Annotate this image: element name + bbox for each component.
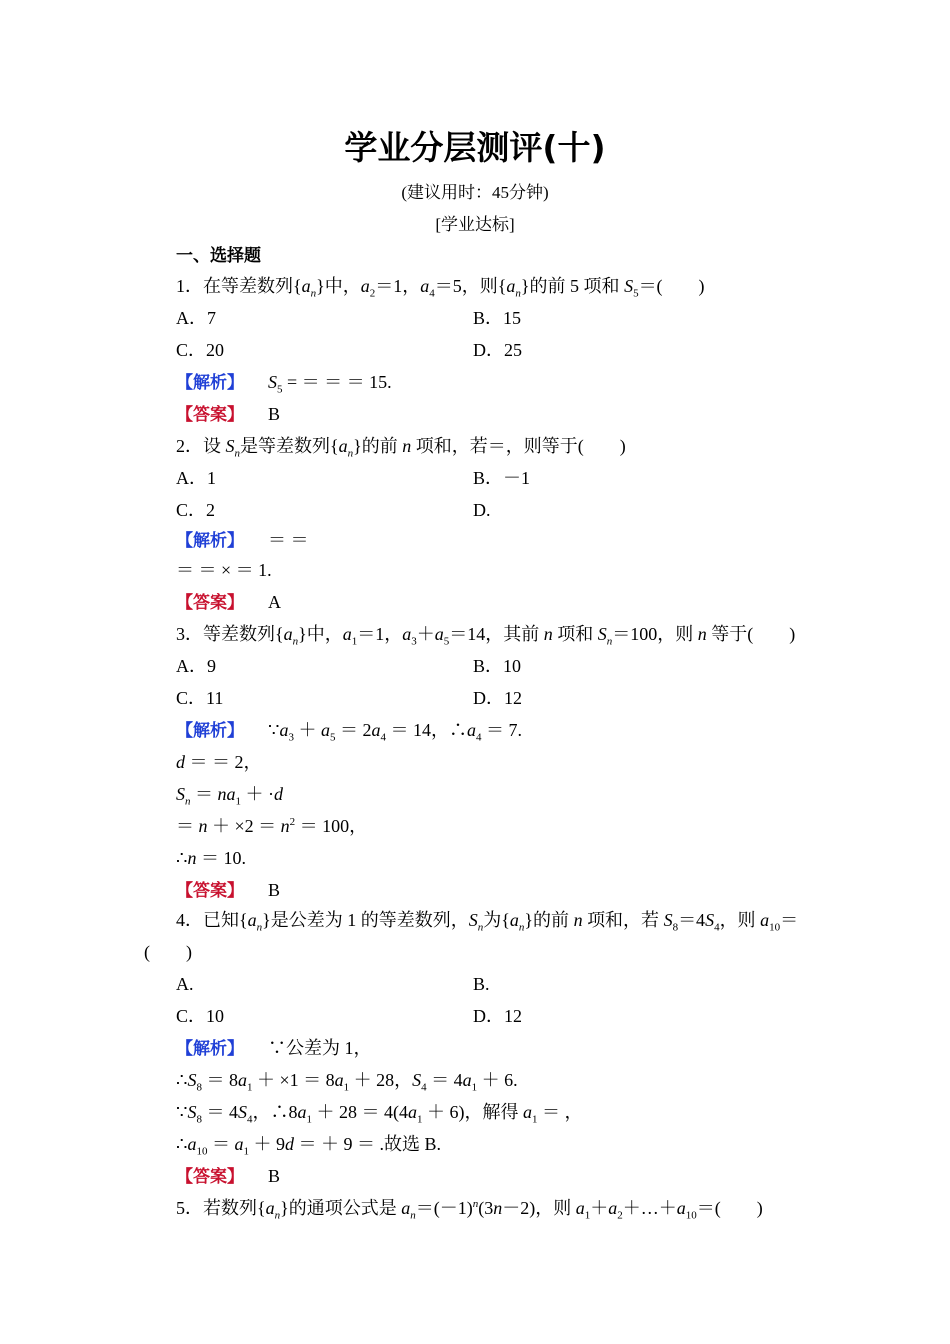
q3-answer-value: B	[268, 880, 281, 900]
q2-option-a: A．1	[176, 468, 216, 488]
q4-analysis-line-2: $\therefore S_8 = 8a_1 + \times 1 = 8a_1 + 28$，$S_4 = 4a_1 + 6$.	[176, 1070, 518, 1094]
q4-option-d: D．12	[473, 1006, 522, 1026]
page-title: 学业分层测评(十)	[344, 128, 606, 167]
answer-label: 【答案】	[176, 405, 244, 425]
q2-option-b: B．－1	[473, 468, 531, 488]
q4-analysis	[176, 1036, 372, 1061]
q4-option-c: C．10	[176, 1006, 225, 1026]
q4-answer	[176, 1164, 280, 1189]
q1-answer	[176, 402, 280, 427]
q1-option-c: C．20	[176, 340, 225, 360]
q1-option-a: A．7	[176, 308, 216, 328]
question-5: 5．若数列$\{a_n\}$的通项公式是 $a_n=(-1)^n(3n-2)$，则 $a_1+a_2+\dots+a_{10}=$( )	[176, 1198, 763, 1222]
q4-analysis-line-3: $\because S_8 = 4S_4$，$\therefore 8a_1 + 28 = 4(4a_1 + 6)$，解得 $a_1$ ＝ ，	[176, 1102, 583, 1126]
q2-option-c: C．2	[176, 500, 216, 520]
q4-analysis-text: ∵公差为 1，	[268, 1038, 372, 1058]
answer-label: 【答案】	[176, 881, 244, 901]
section-heading: 一、选择题	[176, 246, 261, 266]
q3-analysis: 【解析】 $\because a_3 + a_5 = 2a_4 = 14$，$\therefore a_4 = 7$.	[176, 720, 522, 744]
analysis-label: 【解析】	[176, 721, 244, 741]
q1-option-b: B．15	[473, 308, 522, 328]
time-note: (建议用时：45分钟)	[401, 183, 549, 202]
analysis-label: 【解析】	[176, 1039, 244, 1059]
q2-answer-value: A	[268, 592, 281, 612]
answer-label: 【答案】	[176, 1167, 244, 1187]
q1-answer-value: B	[268, 404, 281, 424]
q2-answer	[176, 590, 281, 615]
q3-option-d: D．12	[473, 688, 522, 708]
level-label: [学业达标]	[435, 215, 515, 234]
q3-analysis-line-5: ∴n ＝ 10.	[176, 848, 246, 868]
question-3: 3．等差数列$\{a_n\}$中，$a_1=1$，$a_3+a_5=14$，其前 n 项和 $S_n=100$，则 n 等于( )	[176, 624, 796, 648]
q3-analysis-line-4: ＝ $n + \times 2 = n^2 = 100$，	[176, 816, 368, 836]
q3-option-c: C．11	[176, 688, 224, 708]
q4-option-b: B.	[473, 974, 490, 994]
q2-analysis-line-2: ＝ ＝ × ＝ 1.	[176, 560, 272, 580]
q2-analysis: 【解析】 ＝ ＝	[176, 530, 309, 551]
q3-answer	[176, 878, 280, 903]
question-4-paren: ( )	[144, 942, 192, 962]
question-2: 2．设 $S_n$是等差数列$\{a_n\}$的前 n 项和，若＝，则等于( )	[176, 436, 626, 460]
q2-option-d: D.	[473, 500, 491, 520]
q1-option-d: D．25	[473, 340, 522, 360]
q3-option-a: A．9	[176, 656, 216, 676]
q4-option-a: A.	[176, 974, 194, 994]
analysis-label: 【解析】	[176, 531, 244, 551]
q3-analysis-line-3: $S_n = na_1 + \cdot d$	[176, 784, 283, 808]
q1-analysis: 【解析】 $S_5$ = ＝ ＝ ＝ 15.	[176, 372, 392, 396]
answer-label: 【答案】	[176, 593, 244, 613]
q4-analysis-line-4: $\therefore a_{10} = a_1 + 9d$ ＝ ＋ 9 ＝ .故选 B.	[176, 1134, 441, 1158]
q4-answer-value: B	[268, 1166, 281, 1186]
question-4: 4．已知$\{a_n\}$是公差为 1 的等差数列，$S_n$为$\{a_n\}$的前 n 项和，若 $S_8=4S_4$，则 $a_{10}=$	[176, 910, 799, 934]
q3-option-b: B．10	[473, 656, 522, 676]
question-1: 1．在等差数列$\{a_n\}$中，$a_2=1$，$a_4=5$，则$\{a_n\}$的前 5 项和 $S_5=$( )	[176, 276, 705, 300]
analysis-label: 【解析】	[176, 373, 244, 393]
q3-analysis-line-2: d ＝ ＝ 2，	[176, 752, 262, 772]
